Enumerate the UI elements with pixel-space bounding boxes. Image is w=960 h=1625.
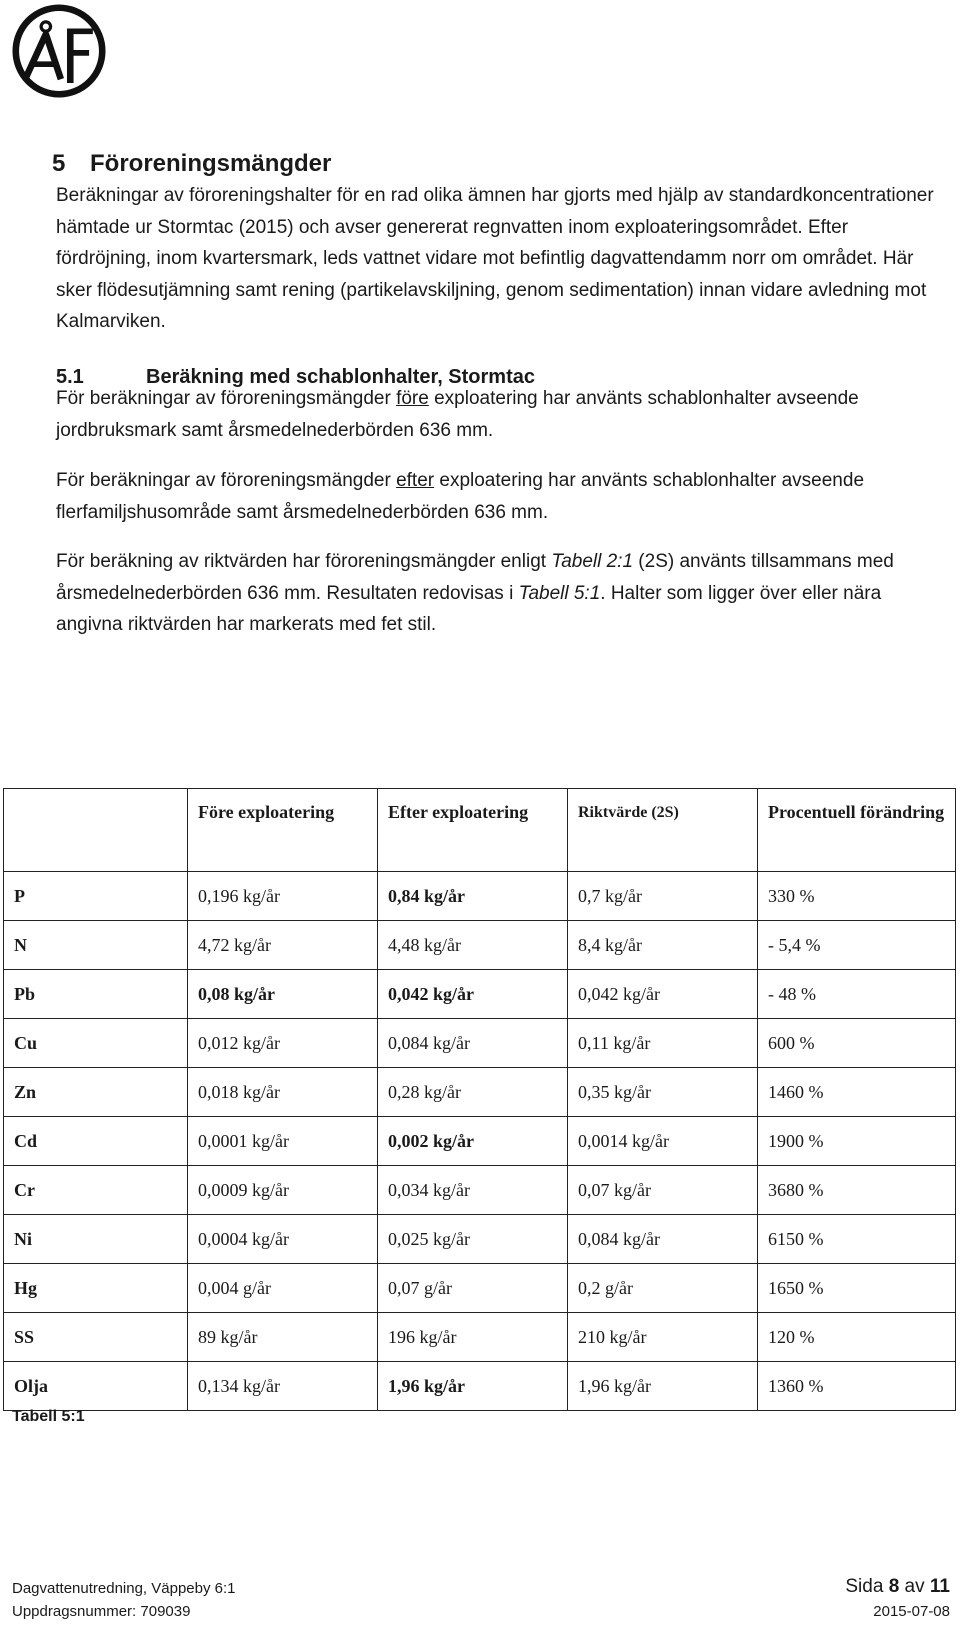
substance-cell: Cr bbox=[4, 1166, 188, 1215]
underlined-text: efter bbox=[396, 470, 435, 491]
limit-cell: 0,042 kg/år bbox=[568, 970, 758, 1019]
substance-cell: N bbox=[4, 921, 188, 970]
change-cell: 1460 % bbox=[758, 1068, 956, 1117]
total-pages: 11 bbox=[929, 1576, 950, 1597]
paragraph-limits bbox=[56, 546, 936, 641]
change-cell: 3680 % bbox=[758, 1166, 956, 1215]
section-heading bbox=[52, 150, 331, 178]
table-row bbox=[4, 921, 956, 970]
paragraph-before bbox=[56, 383, 936, 446]
substance-cell: Cd bbox=[4, 1117, 188, 1166]
limit-cell: 0,7 kg/år bbox=[568, 872, 758, 921]
table-row bbox=[4, 970, 956, 1019]
before-cell: 0,004 g/år bbox=[188, 1264, 378, 1313]
after-cell: 0,025 kg/år bbox=[378, 1215, 568, 1264]
table-row bbox=[4, 872, 956, 921]
after-cell: 0,034 kg/år bbox=[378, 1166, 568, 1215]
subsection-title: Beräkning med schablonhalter, Stormtac bbox=[146, 366, 535, 388]
change-cell: 1900 % bbox=[758, 1117, 956, 1166]
before-cell: 0,196 kg/år bbox=[188, 872, 378, 921]
limit-cell: 1,96 kg/år bbox=[568, 1362, 758, 1411]
change-cell: 330 % bbox=[758, 872, 956, 921]
limit-cell: 0,2 g/år bbox=[568, 1264, 758, 1313]
current-page: 8 bbox=[888, 1576, 900, 1597]
text: exploatering har använts schablonhalter avseende flerfamiljshusområde samt årsmedelnederbörden 636 mm. bbox=[56, 470, 865, 523]
after-cell: 0,07 g/år bbox=[378, 1264, 568, 1313]
text: Sida bbox=[845, 1576, 884, 1597]
limit-cell: 8,4 kg/år bbox=[568, 921, 758, 970]
limit-cell: 0,35 kg/år bbox=[568, 1068, 758, 1117]
text: exploatering har använts schablonhalter avseende jordbruksmark samt årsmedelnederbörden 636 mm. bbox=[56, 388, 859, 441]
before-cell: 0,0009 kg/år bbox=[188, 1166, 378, 1215]
table-row bbox=[4, 1117, 956, 1166]
change-cell: 1650 % bbox=[758, 1264, 956, 1313]
before-cell: 89 kg/år bbox=[188, 1313, 378, 1362]
after-cell: 0,042 kg/år bbox=[378, 970, 568, 1019]
footer-doc-title: Dagvattenutredning, Väppeby 6:1 bbox=[12, 1580, 236, 1597]
after-cell: 1,96 kg/år bbox=[378, 1362, 568, 1411]
substance-cell: Cu bbox=[4, 1019, 188, 1068]
table-header-row bbox=[4, 789, 956, 872]
substance-cell: SS bbox=[4, 1313, 188, 1362]
intro-paragraph: Beräkningar av föroreningshalter för en rad olika ämnen har gjorts med hjälp av standardkoncentrationer hämtade ur Stormtac (2015) och avser genererat regnvatten inom exploateringsområdet. Efter fördröjning, inom kvartersmark, leds vattnet vidare mot befintlig dagvattendamm norr om området. Här sker flödesutjämning samt rening (partikelavskiljning, genom sedimentation) innan vidare avledning mot Kalmarviken. bbox=[56, 185, 934, 332]
table-row bbox=[4, 1362, 956, 1411]
footer-assignment: Uppdragsnummer: 709039 bbox=[12, 1603, 191, 1620]
substance-cell: Ni bbox=[4, 1215, 188, 1264]
substance-cell: Pb bbox=[4, 970, 188, 1019]
limit-cell: 0,11 kg/år bbox=[568, 1019, 758, 1068]
subsection-number: 5.1 bbox=[56, 366, 84, 388]
header-cell: Riktvärde (2S) bbox=[568, 789, 758, 872]
paragraph-after bbox=[56, 465, 936, 528]
table-row bbox=[4, 1264, 956, 1313]
header-cell: Procentuell förändring bbox=[758, 789, 956, 872]
after-cell: 0,84 kg/år bbox=[378, 872, 568, 921]
change-cell: 120 % bbox=[758, 1313, 956, 1362]
before-cell: 0,08 kg/år bbox=[188, 970, 378, 1019]
before-cell: 4,72 kg/år bbox=[188, 921, 378, 970]
before-cell: 0,0001 kg/år bbox=[188, 1117, 378, 1166]
substance-cell: Olja bbox=[4, 1362, 188, 1411]
header-cell: Efter exploatering bbox=[378, 789, 568, 872]
after-cell: 0,28 kg/år bbox=[378, 1068, 568, 1117]
limit-cell: 0,0014 kg/år bbox=[568, 1117, 758, 1166]
limit-cell: 210 kg/år bbox=[568, 1313, 758, 1362]
substance-cell: P bbox=[4, 872, 188, 921]
header-cell bbox=[4, 789, 188, 872]
text: För beräkningar av föroreningsmängder bbox=[56, 470, 397, 491]
change-cell: - 48 % bbox=[758, 970, 956, 1019]
before-cell: 0,0004 kg/år bbox=[188, 1215, 378, 1264]
header-cell: Före exploatering bbox=[188, 789, 378, 872]
after-cell: 4,48 kg/år bbox=[378, 921, 568, 970]
page-number bbox=[845, 1576, 950, 1598]
section-title: Föroreningsmängder bbox=[90, 150, 332, 177]
underlined-text: före bbox=[396, 388, 429, 409]
change-cell: 6150 % bbox=[758, 1215, 956, 1264]
italic-reference: Tabell 5:1 bbox=[518, 582, 601, 604]
table-row bbox=[4, 1166, 956, 1215]
text: För beräkning av riktvärden har föroreningsmängder enligt bbox=[56, 551, 552, 572]
text: av bbox=[904, 1576, 925, 1597]
table-row bbox=[4, 1068, 956, 1117]
section-number: 5 bbox=[52, 150, 66, 177]
before-cell: 0,018 kg/år bbox=[188, 1068, 378, 1117]
text: För beräkningar av föroreningsmängder bbox=[56, 388, 397, 409]
table-row bbox=[4, 1215, 956, 1264]
italic-reference: Tabell 2:1 bbox=[551, 551, 634, 572]
limit-cell: 0,084 kg/år bbox=[568, 1215, 758, 1264]
after-cell: 0,002 kg/år bbox=[378, 1117, 568, 1166]
change-cell: 600 % bbox=[758, 1019, 956, 1068]
before-cell: 0,012 kg/år bbox=[188, 1019, 378, 1068]
limit-cell: 0,07 kg/år bbox=[568, 1166, 758, 1215]
substance-cell: Zn bbox=[4, 1068, 188, 1117]
pollution-table bbox=[3, 788, 956, 1411]
table-row bbox=[4, 1313, 956, 1362]
after-cell: 196 kg/år bbox=[378, 1313, 568, 1362]
text: . Halter som ligger över eller nära angivna riktvärden har markerats med fet stil. bbox=[56, 582, 882, 635]
substance-cell: Hg bbox=[4, 1264, 188, 1313]
text: (2S) använts tillsammans med årsmedelnederbörden 636 mm. Resultaten redovisas i bbox=[56, 551, 894, 604]
footer-date: 2015-07-08 bbox=[873, 1603, 950, 1620]
change-cell: 1360 % bbox=[758, 1362, 956, 1411]
before-cell: 0,134 kg/år bbox=[188, 1362, 378, 1411]
company-logo bbox=[12, 4, 106, 98]
table-row bbox=[4, 1019, 956, 1068]
after-cell: 0,084 kg/år bbox=[378, 1019, 568, 1068]
change-cell: - 5,4 % bbox=[758, 921, 956, 970]
table-caption: Tabell 5:1 bbox=[12, 1408, 85, 1425]
